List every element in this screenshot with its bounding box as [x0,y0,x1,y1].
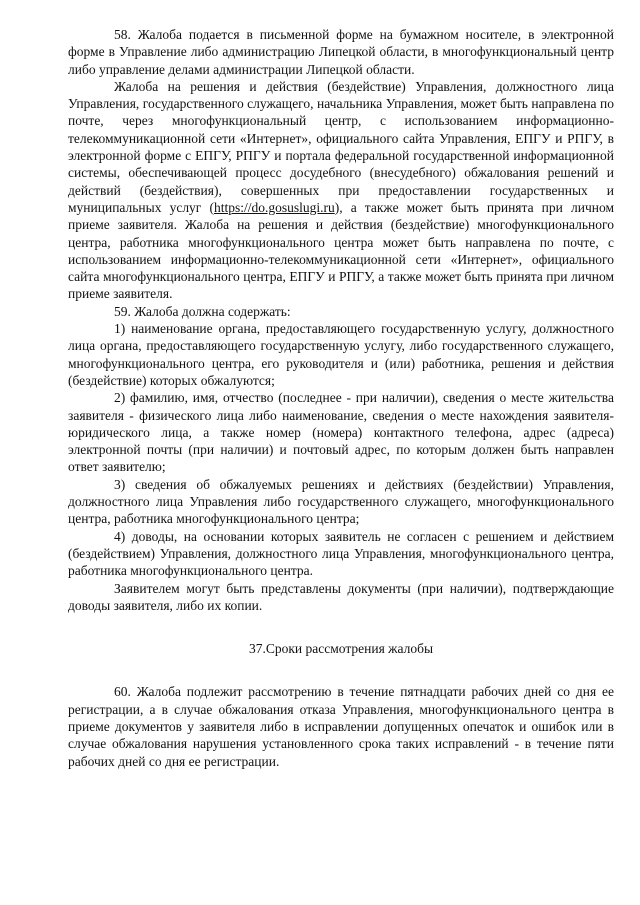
paragraph-58: 58. Жалоба подается в письменной форме на бумажном носителе, в электронной форме в Управление либо администрацию Липецкой области, в многофункциональный центр либо управление делами администрации Липецкой области. [68,27,614,77]
document-page [68,26,614,770]
paragraph-59-item-2: 2) фамилию, имя, отчество (последнее - при наличии), сведения о месте жительства заявителя - физического лица либо наименование, сведения о месте нахождения заявителя-юридического лица, а также номер (номера) контактного телефона, адрес (адреса) электронной почты (при наличии) и почтовый адрес, по которым должен быть направлен ответ заявителю; [68,390,614,475]
paragraph-59: 59. Жалоба должна содержать: [114,303,291,319]
paragraph-60: 60. Жалоба подлежит рассмотрению в течение пятнадцати рабочих дней со дня ее регистрации, а в случае обжалования отказа Управления, многофункционального центра в приеме документов у заявителя либо в исправлении допущенных опечаток и ошибок или в случае обжалования нарушения установленного срока таких исправлений - в течение пяти рабочих дней со дня ее регистрации. [68,684,614,769]
paragraph-59-item-4: 4) доводы, на основании которых заявитель не согласен с решением и действием (бездействием) Управления, должностного лица Управления, многофункционального центра, работника многофункционального центра. [68,528,614,579]
section-title: 37.Сроки рассмотрения жалобы [248,641,434,657]
paragraph-58-text-before-link: Жалоба на решения и действия (бездействие) Управления, должностного лица Управления, государственного служащего, начальника Управления, может быть направлена по почте, через многофункциональный центр, с использованием информационно-телекоммуникационной сети «Интернет», официального сайта Управления, ЕПГУ и РПГУ, в электронной форме с ЕПГУ, РПГУ и портала федеральной государственной информационной системы, обеспечивающей процесс досудебного (внесудебного) обжалования решений и действий (бездействия), совершенных при предоставлении государственных и муниципальных услуг ( [68,78,614,215]
paragraph-58-text-after-link: ), а также может быть принята при личном приеме заявителя. Жалоба на решения и действия (бездействие) многофункционального центра, работника многофункционального центра может быть направлена по почте, с использованием информационно-телекоммуникационной сети «Интернет», официального сайта многофункционального центра, ЕПГУ и РПГУ, а также может быть принята при личном приеме заявителя. [68,199,614,302]
paragraph-59-item-3: 3) сведения об обжалуемых решениях и действиях (бездействии) Управления, должностного лица Управления либо государственного служащего, многофункционального центра, работника многофункционального центра; [68,476,614,527]
gosuslugi-link[interactable]: https://do.gosuslugi.ru [213,199,335,215]
paragraph-59-item-1: 1) наименование органа, предоставляющего государственную услугу, должностного лица органа, предоставляющего государственную услугу, либо государственного служащего, многофункционального центра, его руководителя и (или) работника, решения и действия (бездействие) которых обжалуются; [68,321,614,388]
paragraph-58-complaint-channels [68,78,614,303]
paragraph-59-documents: Заявителем могут быть представлены документы (при наличии), подтверждающие доводы заявителя, либо их копии. [68,580,614,613]
